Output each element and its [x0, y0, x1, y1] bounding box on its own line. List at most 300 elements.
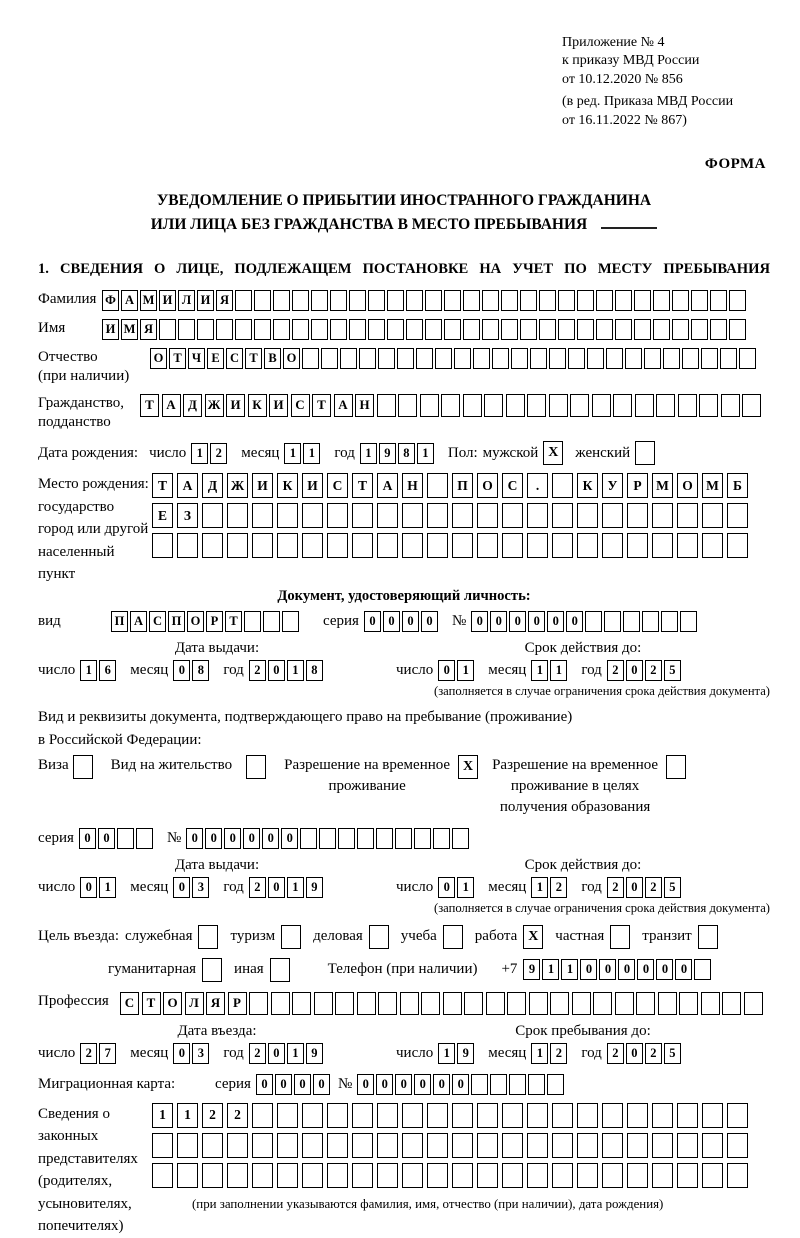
char-box[interactable] — [235, 319, 252, 340]
char-box[interactable]: Т — [352, 473, 373, 498]
char-box[interactable] — [352, 1133, 373, 1158]
char-box[interactable]: Т — [152, 473, 173, 498]
char-box[interactable] — [501, 319, 518, 340]
char-box[interactable]: 0 — [376, 1074, 393, 1095]
char-box[interactable]: М — [702, 473, 723, 498]
char-box[interactable] — [539, 319, 556, 340]
char-box[interactable] — [577, 533, 598, 558]
char-box[interactable] — [340, 348, 357, 369]
char-box[interactable] — [558, 319, 575, 340]
char-box[interactable] — [552, 533, 573, 558]
char-box[interactable] — [672, 319, 689, 340]
char-box[interactable]: Е — [207, 348, 224, 369]
char-box[interactable]: 2 — [202, 1103, 223, 1128]
char-box[interactable]: 0 — [173, 877, 190, 898]
char-box[interactable] — [352, 503, 373, 528]
char-box[interactable] — [311, 319, 328, 340]
char-box[interactable] — [539, 290, 556, 311]
char-box[interactable]: 5 — [664, 660, 681, 681]
char-box[interactable] — [677, 1103, 698, 1128]
char-box[interactable] — [552, 503, 573, 528]
char-box[interactable] — [549, 394, 568, 417]
char-box[interactable]: 6 — [99, 660, 116, 681]
char-box[interactable]: 0 — [262, 828, 279, 849]
char-box[interactable]: 5 — [664, 877, 681, 898]
char-box[interactable]: 1 — [99, 877, 116, 898]
char-box[interactable]: О — [150, 348, 167, 369]
char-box[interactable] — [663, 348, 680, 369]
char-box[interactable] — [227, 533, 248, 558]
char-box[interactable] — [596, 290, 613, 311]
char-box[interactable]: О — [477, 473, 498, 498]
char-box[interactable] — [443, 992, 462, 1015]
char-box[interactable] — [427, 533, 448, 558]
char-box[interactable]: 2 — [645, 877, 662, 898]
char-box[interactable] — [398, 394, 417, 417]
char-box[interactable]: М — [121, 319, 138, 340]
char-box[interactable] — [395, 828, 412, 849]
char-box[interactable] — [473, 348, 490, 369]
char-box[interactable]: И — [226, 394, 245, 417]
char-box[interactable] — [377, 394, 396, 417]
char-box[interactable] — [302, 348, 319, 369]
char-box[interactable] — [507, 992, 526, 1015]
char-box[interactable] — [502, 503, 523, 528]
char-box[interactable]: 0 — [618, 959, 635, 980]
char-box[interactable] — [701, 992, 720, 1015]
char-box[interactable]: В — [264, 348, 281, 369]
char-box[interactable]: Я — [206, 992, 225, 1015]
char-box[interactable] — [352, 533, 373, 558]
char-box[interactable]: 0 — [547, 611, 564, 632]
char-box[interactable] — [406, 290, 423, 311]
char-box[interactable]: 9 — [306, 877, 323, 898]
char-box[interactable]: 2 — [249, 660, 266, 681]
char-box[interactable] — [527, 394, 546, 417]
char-box[interactable] — [502, 1133, 523, 1158]
char-box[interactable] — [427, 1133, 448, 1158]
char-box[interactable]: И — [102, 319, 119, 340]
char-box[interactable] — [464, 992, 483, 1015]
char-box[interactable] — [552, 473, 573, 498]
char-box[interactable] — [577, 319, 594, 340]
char-box[interactable]: Н — [355, 394, 374, 417]
char-box[interactable]: 1 — [531, 660, 548, 681]
char-box[interactable] — [530, 348, 547, 369]
char-box[interactable] — [528, 1074, 545, 1095]
char-box[interactable] — [527, 1163, 548, 1188]
char-box[interactable] — [739, 348, 756, 369]
char-box[interactable] — [302, 533, 323, 558]
char-box[interactable]: 1 — [542, 959, 559, 980]
char-box[interactable] — [691, 290, 708, 311]
char-box[interactable] — [570, 394, 589, 417]
char-box[interactable]: У — [602, 473, 623, 498]
char-box[interactable] — [327, 533, 348, 558]
char-box[interactable] — [682, 348, 699, 369]
char-box[interactable]: 2 — [550, 877, 567, 898]
char-box[interactable]: 9 — [523, 959, 540, 980]
char-box[interactable]: 8 — [192, 660, 209, 681]
char-box[interactable]: 0 — [281, 828, 298, 849]
char-box[interactable] — [644, 348, 661, 369]
char-box[interactable] — [627, 503, 648, 528]
char-box[interactable] — [710, 319, 727, 340]
char-box[interactable] — [602, 503, 623, 528]
char-box[interactable]: 2 — [645, 660, 662, 681]
char-box[interactable] — [452, 1163, 473, 1188]
char-box[interactable] — [550, 992, 569, 1015]
char-box[interactable]: 1 — [287, 877, 304, 898]
char-box[interactable] — [227, 1163, 248, 1188]
char-box[interactable]: О — [283, 348, 300, 369]
char-box[interactable] — [729, 290, 746, 311]
char-box[interactable] — [653, 290, 670, 311]
char-box[interactable] — [694, 959, 711, 980]
char-box[interactable]: 0 — [80, 877, 97, 898]
char-box[interactable] — [420, 394, 439, 417]
char-box[interactable] — [254, 319, 271, 340]
char-box[interactable] — [702, 1163, 723, 1188]
char-box[interactable]: 9 — [306, 1043, 323, 1064]
char-box[interactable] — [652, 503, 673, 528]
char-box[interactable]: Т — [312, 394, 331, 417]
char-box[interactable]: 0 — [626, 1043, 643, 1064]
char-box[interactable] — [520, 290, 537, 311]
char-box[interactable] — [672, 290, 689, 311]
char-box[interactable]: 8 — [306, 660, 323, 681]
char-box[interactable]: Ч — [188, 348, 205, 369]
char-box[interactable] — [477, 1103, 498, 1128]
char-box[interactable]: Я — [216, 290, 233, 311]
char-box[interactable] — [642, 611, 659, 632]
char-box[interactable] — [677, 1163, 698, 1188]
char-box[interactable]: К — [277, 473, 298, 498]
char-box[interactable] — [397, 348, 414, 369]
char-box[interactable] — [452, 533, 473, 558]
char-box[interactable] — [477, 1163, 498, 1188]
char-box[interactable]: 1 — [284, 443, 301, 464]
char-box[interactable]: П — [452, 473, 473, 498]
char-box[interactable]: А — [177, 473, 198, 498]
char-box[interactable]: С — [327, 473, 348, 498]
char-box[interactable]: Р — [206, 611, 223, 632]
char-box[interactable]: 0 — [452, 1074, 469, 1095]
male-checkbox[interactable]: X — [543, 441, 563, 465]
char-box[interactable] — [625, 348, 642, 369]
char-box[interactable] — [558, 290, 575, 311]
char-box[interactable] — [327, 503, 348, 528]
char-box[interactable] — [435, 348, 452, 369]
char-box[interactable] — [282, 611, 299, 632]
char-box[interactable]: 0 — [509, 611, 526, 632]
char-box[interactable] — [427, 473, 448, 498]
char-box[interactable] — [506, 394, 525, 417]
temp-residence-education-checkbox[interactable] — [666, 755, 686, 779]
char-box[interactable] — [302, 1133, 323, 1158]
char-box[interactable] — [529, 992, 548, 1015]
char-box[interactable] — [359, 348, 376, 369]
char-box[interactable]: 1 — [531, 877, 548, 898]
char-box[interactable]: 0 — [243, 828, 260, 849]
char-box[interactable] — [653, 319, 670, 340]
char-box[interactable]: И — [197, 290, 214, 311]
char-box[interactable] — [227, 1133, 248, 1158]
char-box[interactable]: М — [652, 473, 673, 498]
char-box[interactable] — [615, 290, 632, 311]
char-box[interactable] — [702, 1103, 723, 1128]
char-box[interactable] — [387, 290, 404, 311]
char-box[interactable] — [319, 828, 336, 849]
char-box[interactable] — [482, 290, 499, 311]
char-box[interactable] — [652, 533, 673, 558]
char-box[interactable] — [577, 503, 598, 528]
char-box[interactable] — [477, 533, 498, 558]
char-box[interactable]: 0 — [173, 1043, 190, 1064]
char-box[interactable]: 9 — [379, 443, 396, 464]
char-box[interactable] — [661, 611, 678, 632]
char-box[interactable] — [177, 1133, 198, 1158]
char-box[interactable] — [433, 828, 450, 849]
char-box[interactable]: 0 — [599, 959, 616, 980]
char-box[interactable] — [606, 348, 623, 369]
char-box[interactable] — [441, 394, 460, 417]
char-box[interactable] — [680, 611, 697, 632]
char-box[interactable] — [602, 1133, 623, 1158]
char-box[interactable]: 0 — [173, 660, 190, 681]
char-box[interactable] — [427, 1103, 448, 1128]
char-box[interactable] — [227, 503, 248, 528]
residence-permit-checkbox[interactable] — [246, 755, 266, 779]
char-box[interactable] — [652, 1133, 673, 1158]
char-box[interactable]: 0 — [224, 828, 241, 849]
char-box[interactable] — [679, 992, 698, 1015]
char-box[interactable]: 2 — [249, 1043, 266, 1064]
char-box[interactable]: А — [334, 394, 353, 417]
char-box[interactable] — [152, 1163, 173, 1188]
char-box[interactable]: Р — [228, 992, 247, 1015]
char-box[interactable] — [117, 828, 134, 849]
visa-checkbox[interactable] — [73, 755, 93, 779]
char-box[interactable]: 0 — [566, 611, 583, 632]
char-box[interactable]: 0 — [626, 660, 643, 681]
char-box[interactable]: Д — [183, 394, 202, 417]
char-box[interactable]: 1 — [561, 959, 578, 980]
char-box[interactable] — [368, 290, 385, 311]
char-box[interactable]: 9 — [457, 1043, 474, 1064]
char-box[interactable]: 1 — [550, 660, 567, 681]
char-box[interactable] — [444, 319, 461, 340]
char-box[interactable] — [702, 503, 723, 528]
char-box[interactable] — [252, 1103, 273, 1128]
char-box[interactable] — [634, 319, 651, 340]
char-box[interactable] — [729, 319, 746, 340]
char-box[interactable] — [152, 533, 173, 558]
purpose-humanitarian-checkbox[interactable] — [202, 958, 222, 982]
char-box[interactable] — [159, 319, 176, 340]
char-box[interactable] — [378, 992, 397, 1015]
char-box[interactable] — [254, 290, 271, 311]
char-box[interactable]: 8 — [398, 443, 415, 464]
char-box[interactable] — [547, 1074, 564, 1095]
char-box[interactable] — [357, 828, 374, 849]
char-box[interactable] — [592, 394, 611, 417]
char-box[interactable] — [577, 1103, 598, 1128]
char-box[interactable]: 0 — [637, 959, 654, 980]
char-box[interactable] — [263, 611, 280, 632]
char-box[interactable] — [136, 828, 153, 849]
char-box[interactable] — [635, 394, 654, 417]
char-box[interactable] — [452, 503, 473, 528]
char-box[interactable] — [602, 1103, 623, 1128]
char-box[interactable] — [427, 503, 448, 528]
purpose-transit-checkbox[interactable] — [698, 925, 718, 949]
char-box[interactable]: Р — [627, 473, 648, 498]
char-box[interactable]: 1 — [417, 443, 434, 464]
purpose-study-checkbox[interactable] — [443, 925, 463, 949]
char-box[interactable]: 0 — [313, 1074, 330, 1095]
char-box[interactable] — [482, 319, 499, 340]
char-box[interactable]: 3 — [192, 877, 209, 898]
char-box[interactable] — [627, 1103, 648, 1128]
char-box[interactable] — [452, 828, 469, 849]
char-box[interactable]: М — [140, 290, 157, 311]
char-box[interactable] — [452, 1103, 473, 1128]
char-box[interactable] — [552, 1133, 573, 1158]
char-box[interactable] — [627, 533, 648, 558]
char-box[interactable] — [277, 1163, 298, 1188]
char-box[interactable] — [378, 348, 395, 369]
char-box[interactable] — [202, 1163, 223, 1188]
char-box[interactable] — [202, 533, 223, 558]
char-box[interactable] — [427, 1163, 448, 1188]
char-box[interactable]: 1 — [303, 443, 320, 464]
char-box[interactable]: К — [577, 473, 598, 498]
char-box[interactable] — [177, 1163, 198, 1188]
purpose-other-checkbox[interactable] — [270, 958, 290, 982]
char-box[interactable] — [335, 992, 354, 1015]
char-box[interactable]: С — [502, 473, 523, 498]
char-box[interactable]: 0 — [438, 877, 455, 898]
char-box[interactable] — [463, 319, 480, 340]
char-box[interactable] — [376, 828, 393, 849]
char-box[interactable] — [744, 992, 763, 1015]
char-box[interactable] — [400, 992, 419, 1015]
char-box[interactable] — [552, 1103, 573, 1128]
char-box[interactable] — [527, 503, 548, 528]
char-box[interactable] — [368, 319, 385, 340]
char-box[interactable] — [602, 1163, 623, 1188]
char-box[interactable] — [425, 290, 442, 311]
char-box[interactable] — [425, 319, 442, 340]
char-box[interactable]: Ф — [102, 290, 119, 311]
char-box[interactable] — [273, 290, 290, 311]
char-box[interactable]: С — [291, 394, 310, 417]
char-box[interactable] — [271, 992, 290, 1015]
char-box[interactable] — [742, 394, 761, 417]
char-box[interactable]: 0 — [98, 828, 115, 849]
char-box[interactable] — [244, 611, 261, 632]
char-box[interactable]: 2 — [550, 1043, 567, 1064]
char-box[interactable]: 1 — [287, 1043, 304, 1064]
char-box[interactable]: О — [677, 473, 698, 498]
char-box[interactable]: 0 — [395, 1074, 412, 1095]
char-box[interactable] — [377, 1103, 398, 1128]
char-box[interactable] — [302, 1163, 323, 1188]
char-box[interactable] — [577, 1163, 598, 1188]
char-box[interactable]: 2 — [607, 1043, 624, 1064]
char-box[interactable] — [677, 1133, 698, 1158]
char-box[interactable]: И — [302, 473, 323, 498]
char-box[interactable] — [572, 992, 591, 1015]
char-box[interactable] — [691, 319, 708, 340]
char-box[interactable]: А — [121, 290, 138, 311]
char-box[interactable] — [552, 1163, 573, 1188]
char-box[interactable]: 0 — [675, 959, 692, 980]
purpose-tourism-checkbox[interactable] — [281, 925, 301, 949]
char-box[interactable] — [727, 1133, 748, 1158]
char-box[interactable] — [549, 348, 566, 369]
char-box[interactable] — [677, 533, 698, 558]
char-box[interactable] — [587, 348, 604, 369]
char-box[interactable]: А — [162, 394, 181, 417]
char-box[interactable]: 0 — [186, 828, 203, 849]
char-box[interactable]: И — [252, 473, 273, 498]
char-box[interactable] — [596, 319, 613, 340]
char-box[interactable]: 1 — [438, 1043, 455, 1064]
char-box[interactable] — [527, 1133, 548, 1158]
char-box[interactable] — [486, 992, 505, 1015]
char-box[interactable] — [509, 1074, 526, 1095]
char-box[interactable] — [177, 533, 198, 558]
char-box[interactable]: С — [226, 348, 243, 369]
char-box[interactable] — [152, 1133, 173, 1158]
char-box[interactable] — [414, 828, 431, 849]
female-checkbox[interactable] — [635, 441, 655, 465]
char-box[interactable]: Н — [402, 473, 423, 498]
char-box[interactable]: И — [159, 290, 176, 311]
char-box[interactable] — [471, 1074, 488, 1095]
char-box[interactable]: 1 — [152, 1103, 173, 1128]
char-box[interactable] — [699, 394, 718, 417]
char-box[interactable] — [249, 992, 268, 1015]
char-box[interactable] — [463, 394, 482, 417]
char-box[interactable]: 0 — [268, 877, 285, 898]
char-box[interactable] — [300, 828, 317, 849]
char-box[interactable] — [585, 611, 602, 632]
char-box[interactable]: 2 — [249, 877, 266, 898]
char-box[interactable]: 2 — [80, 1043, 97, 1064]
char-box[interactable]: 0 — [490, 611, 507, 632]
char-box[interactable] — [520, 319, 537, 340]
char-box[interactable] — [727, 533, 748, 558]
char-box[interactable] — [727, 1103, 748, 1128]
char-box[interactable]: Е — [152, 503, 173, 528]
char-box[interactable] — [627, 1133, 648, 1158]
char-box[interactable] — [277, 1133, 298, 1158]
char-box[interactable]: О — [163, 992, 182, 1015]
char-box[interactable] — [477, 1133, 498, 1158]
char-box[interactable] — [330, 290, 347, 311]
char-box[interactable] — [484, 394, 503, 417]
char-box[interactable]: 3 — [192, 1043, 209, 1064]
char-box[interactable] — [604, 611, 621, 632]
char-box[interactable] — [402, 533, 423, 558]
char-box[interactable] — [387, 319, 404, 340]
char-box[interactable] — [402, 1103, 423, 1128]
char-box[interactable] — [477, 503, 498, 528]
char-box[interactable]: Б — [727, 473, 748, 498]
